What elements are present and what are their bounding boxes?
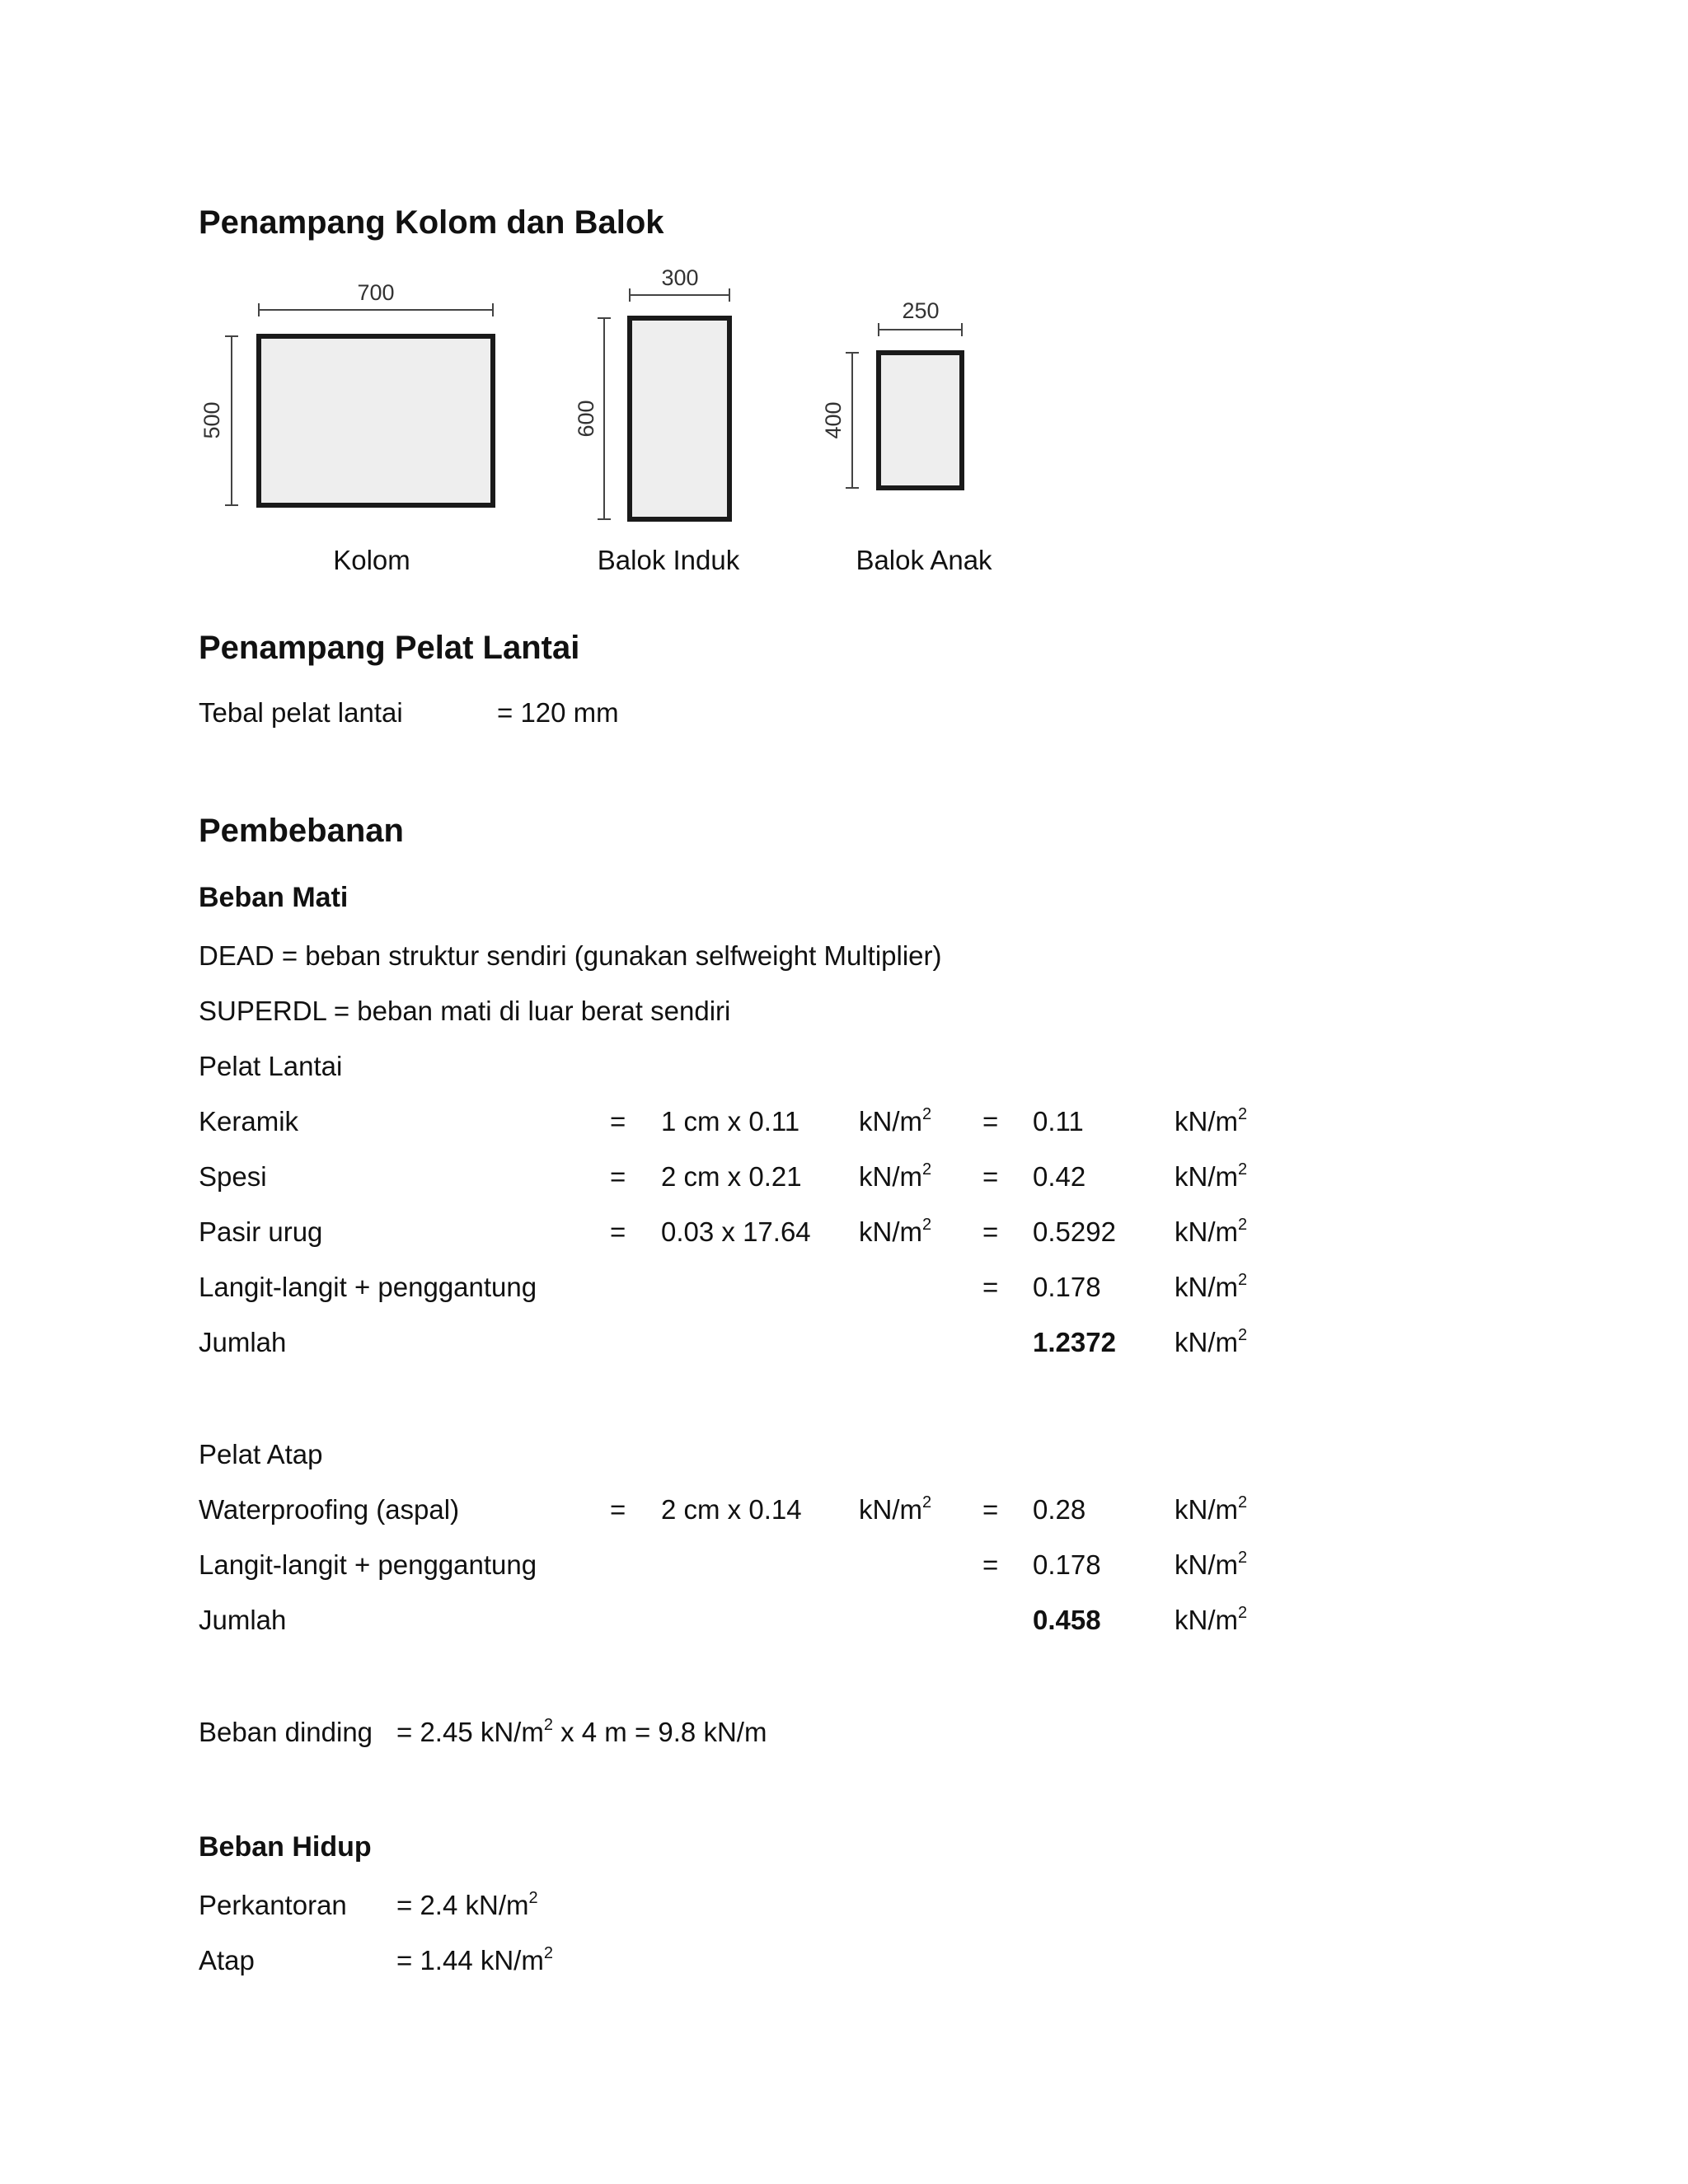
total-value: 0.458 <box>1033 1605 1101 1635</box>
beban-dinding-value <box>396 1716 767 1749</box>
row-calc: 0.03 x 17.64 <box>661 1216 811 1247</box>
row-calc: 2 cm x 0.14 <box>661 1494 802 1525</box>
row-name: Keramik <box>199 1106 299 1137</box>
balok-induk-width-label: 300 <box>661 265 699 290</box>
row-unit2 <box>1175 1105 1247 1138</box>
kolom-caption: Kolom <box>333 545 410 575</box>
kolom-section <box>199 280 493 505</box>
row-unit2 <box>1175 1216 1247 1249</box>
unit-exp: 2 <box>922 1493 932 1511</box>
unit-exp: 2 <box>1238 1105 1248 1123</box>
total-label: Jumlah <box>199 1605 287 1635</box>
dinding-exp: 2 <box>543 1716 553 1734</box>
value-text: = 2.4 kN/m <box>396 1890 529 1920</box>
dinding-post: x 4 m = 9.8 kN/m <box>552 1717 767 1747</box>
pelat-lantai-title: Pelat Lantai <box>199 1051 343 1081</box>
unit-text: kN/m <box>1175 1327 1238 1357</box>
kolom-height-label: 500 <box>199 401 224 439</box>
row-unit1 <box>859 1493 931 1526</box>
row-eq1: = <box>610 1216 626 1247</box>
unit-text: kN/m <box>859 1494 922 1525</box>
row-result: 0.11 <box>1033 1106 1084 1137</box>
balok-anak-caption: Balok Anak <box>856 545 992 575</box>
row-unit1 <box>859 1105 931 1138</box>
unit-text: kN/m <box>859 1216 922 1247</box>
kolom-width-label: 700 <box>357 280 395 305</box>
row-result: 0.28 <box>1033 1494 1086 1525</box>
balok-anak-width-label: 250 <box>902 298 940 323</box>
beban-mati-title: Beban Mati <box>199 882 349 913</box>
pelat-atap-title: Pelat Atap <box>199 1439 323 1469</box>
row-result: 0.178 <box>1033 1272 1101 1302</box>
section-title-pembebanan: Pembebanan <box>199 813 404 849</box>
row-unit2 <box>1175 1493 1247 1526</box>
pelat-thickness-label: Tebal pelat lantai <box>199 697 403 728</box>
unit-exp: 2 <box>1238 1326 1248 1344</box>
row-unit1 <box>859 1160 931 1193</box>
row-unit1 <box>859 1216 931 1249</box>
balok-induk-caption: Balok Induk <box>597 545 740 575</box>
row-result: 0.5292 <box>1033 1216 1116 1247</box>
row-calc: 1 cm x 0.11 <box>661 1106 800 1137</box>
row-eq1: = <box>610 1106 626 1137</box>
kolom-rect <box>259 336 493 505</box>
section-title-penampang-pelat: Penampang Pelat Lantai <box>199 630 580 666</box>
unit-text: kN/m <box>1175 1494 1238 1525</box>
unit-text: kN/m <box>859 1106 922 1137</box>
unit-exp: 2 <box>1238 1160 1248 1179</box>
unit-text: kN/m <box>1175 1549 1238 1580</box>
beban-dinding-label: Beban dinding <box>199 1717 373 1747</box>
unit-text: kN/m <box>859 1161 922 1192</box>
row-eq2: = <box>982 1549 999 1580</box>
value-exp: 2 <box>528 1889 538 1907</box>
value-text: = 1.44 kN/m <box>396 1945 544 1975</box>
dead-definition: DEAD = beban struktur sendiri (gunakan selfweight Multiplier) <box>199 940 942 971</box>
unit-text: kN/m <box>1175 1106 1238 1137</box>
pelat-thickness-value: = 120 mm <box>497 697 619 728</box>
unit-exp: 2 <box>922 1216 932 1234</box>
row-eq2: = <box>982 1272 999 1302</box>
row-name: Waterproofing (aspal) <box>199 1494 460 1525</box>
row-eq2: = <box>982 1161 999 1192</box>
row-eq1: = <box>610 1161 626 1192</box>
row-name: Spesi <box>199 1161 267 1192</box>
row-eq2: = <box>982 1106 999 1137</box>
unit-exp: 2 <box>1238 1271 1248 1289</box>
balok-anak-height-label: 400 <box>821 401 846 439</box>
row-eq2: = <box>982 1494 999 1525</box>
row-result: 0.42 <box>1033 1161 1086 1192</box>
unit-text: kN/m <box>1175 1605 1238 1635</box>
balok-induk-section <box>574 265 729 519</box>
balok-induk-height-label: 600 <box>574 400 598 438</box>
unit-text: kN/m <box>1175 1216 1238 1247</box>
balok-induk-rect <box>630 318 729 519</box>
unit-text: kN/m <box>1175 1272 1238 1302</box>
unit-text: kN/m <box>1175 1161 1238 1192</box>
row-unit2 <box>1175 1549 1247 1582</box>
balok-anak-section <box>821 298 962 488</box>
unit-exp: 2 <box>1238 1604 1248 1622</box>
row-unit2 <box>1175 1271 1247 1304</box>
unit-exp: 2 <box>922 1160 932 1179</box>
unit-exp: 2 <box>922 1105 932 1123</box>
unit-exp: 2 <box>1238 1493 1248 1511</box>
beban-hidup-label: Atap <box>199 1945 255 1975</box>
total-value: 1.2372 <box>1033 1327 1116 1357</box>
row-name: Pasir urug <box>199 1216 323 1247</box>
beban-hidup-value <box>396 1889 538 1922</box>
balok-anak-rect <box>879 353 962 488</box>
total-label: Jumlah <box>199 1327 287 1357</box>
row-eq2: = <box>982 1216 999 1247</box>
unit-exp: 2 <box>1238 1216 1248 1234</box>
row-unit2 <box>1175 1160 1247 1193</box>
value-exp: 2 <box>543 1944 553 1962</box>
section-title-penampang-kolom-balok: Penampang Kolom dan Balok <box>199 204 664 241</box>
row-calc: 2 cm x 0.21 <box>661 1161 802 1192</box>
cross-section-figure <box>0 247 1071 552</box>
total-unit <box>1175 1326 1247 1359</box>
superdl-definition: SUPERDL = beban mati di luar berat sendiri <box>199 996 731 1026</box>
row-result: 0.178 <box>1033 1549 1101 1580</box>
row-eq1: = <box>610 1494 626 1525</box>
total-unit <box>1175 1604 1247 1637</box>
row-name: Langit-langit + penggantung <box>199 1549 537 1580</box>
row-name: Langit-langit + penggantung <box>199 1272 537 1302</box>
beban-hidup-title: Beban Hidup <box>199 1831 372 1863</box>
beban-hidup-label: Perkantoran <box>199 1890 347 1920</box>
dinding-pre: = 2.45 kN/m <box>396 1717 544 1747</box>
unit-exp: 2 <box>1238 1549 1248 1567</box>
beban-hidup-value <box>396 1944 553 1977</box>
